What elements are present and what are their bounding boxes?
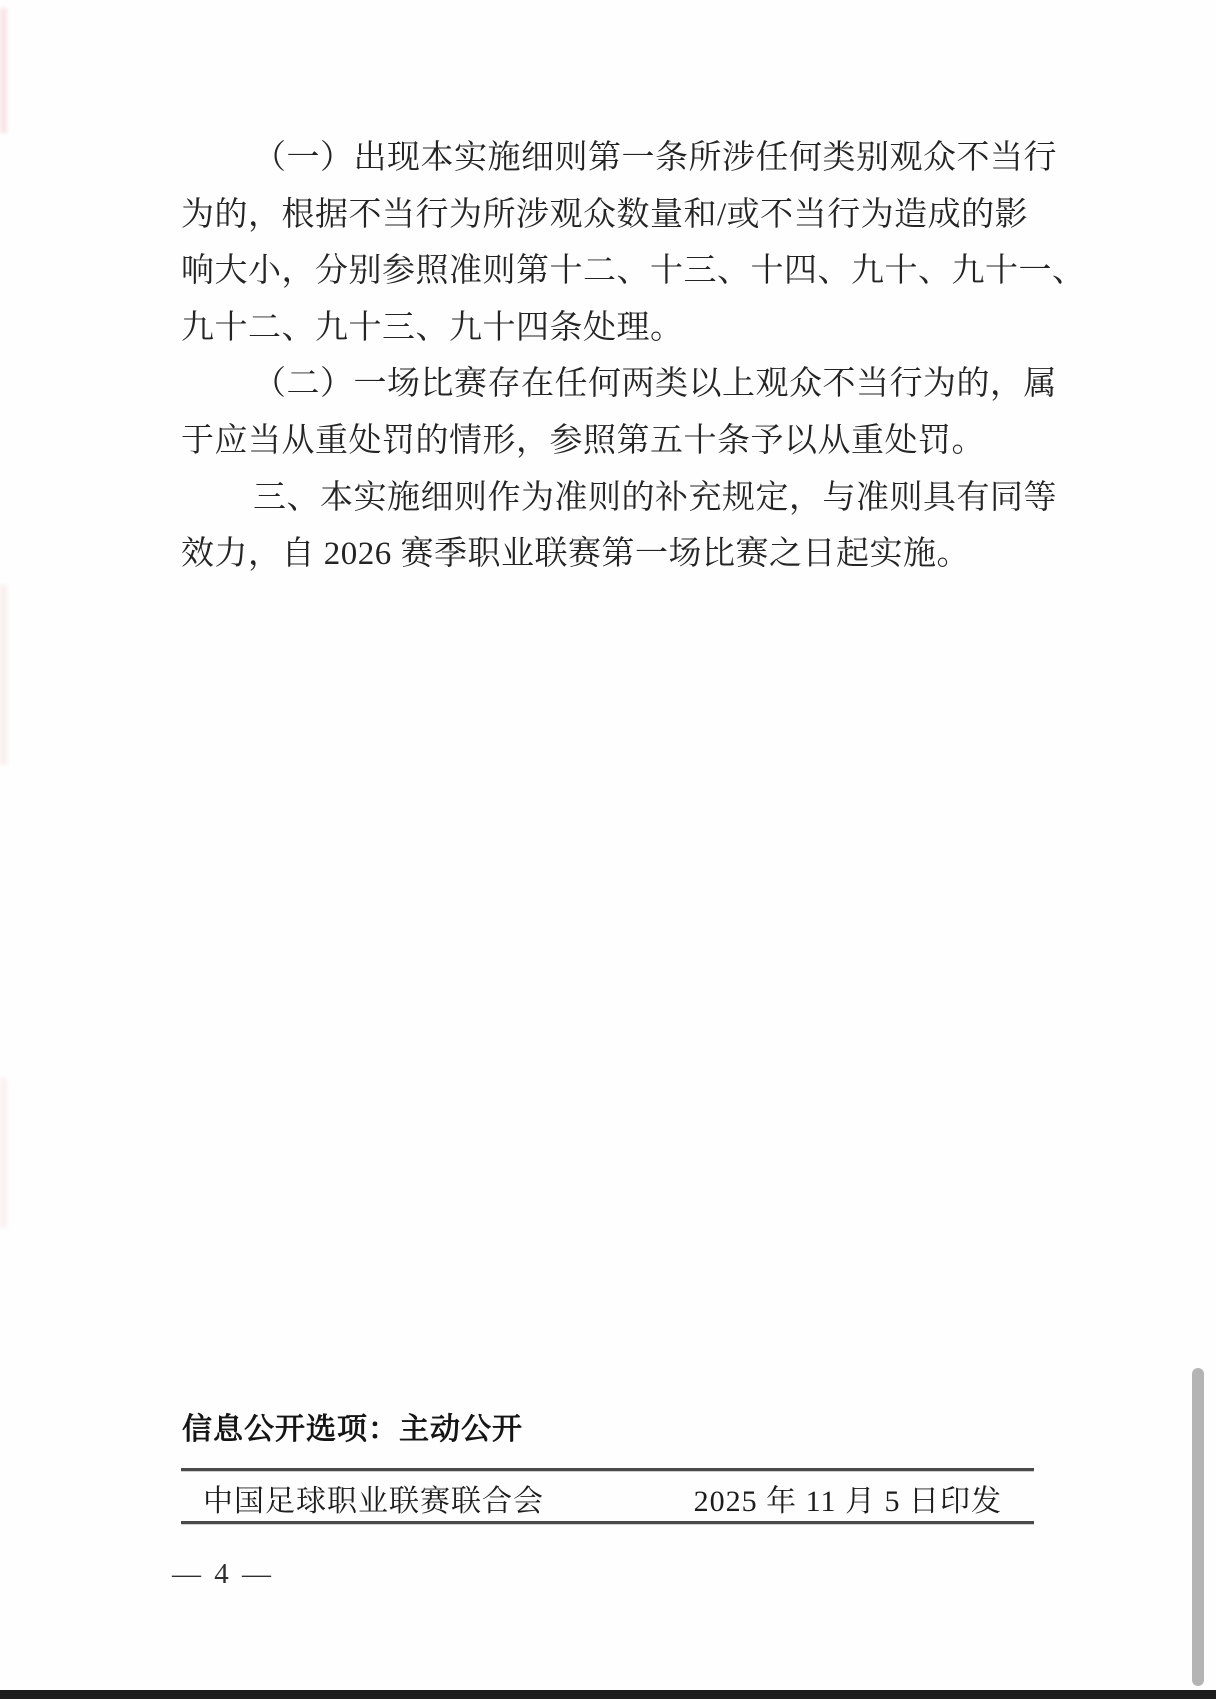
issuer-name: 中国足球职业联赛联合会 xyxy=(203,1485,544,1518)
scan-artifact xyxy=(0,1078,7,1228)
scan-artifact xyxy=(0,585,7,765)
body-line: 为的，根据不当行为所涉观众数量和/或不当行为造成的影 xyxy=(181,196,1029,233)
body-line: 于应当从重处罚的情形，参照第五十条予以从重处罚。 xyxy=(181,422,985,459)
scrollbar-thumb[interactable] xyxy=(1192,1368,1204,1686)
issuer-row xyxy=(181,1475,1034,1521)
window-bottom-edge xyxy=(0,1690,1216,1699)
body-line: 九十二、九十三、九十四条处理。 xyxy=(181,309,684,346)
document-body xyxy=(181,130,1086,583)
footer-rule-bottom xyxy=(181,1521,1034,1524)
body-line: （二）一场比赛存在任何两类以上观众不当行为的，属 xyxy=(253,366,1057,403)
info-disclosure-option: 信息公开选项：主动公开 xyxy=(182,1413,523,1446)
body-line: 效力，自 2026 赛季职业联赛第一场比赛之日起实施。 xyxy=(181,536,970,573)
body-line: 响大小，分别参照准则第十二、十三、十四、九十、九十一、 xyxy=(181,253,1086,290)
scan-artifact xyxy=(0,8,7,133)
page-number: — 4 — xyxy=(172,1558,274,1590)
body-line: 三、本实施细则作为准则的补充规定，与准则具有同等 xyxy=(253,479,1057,516)
print-date: 2025 年 11 月 5 日印发 xyxy=(693,1485,1002,1518)
body-line: （一）出现本实施细则第一条所涉任何类别观众不当行 xyxy=(253,140,1057,176)
footer-rule-top xyxy=(181,1468,1034,1471)
